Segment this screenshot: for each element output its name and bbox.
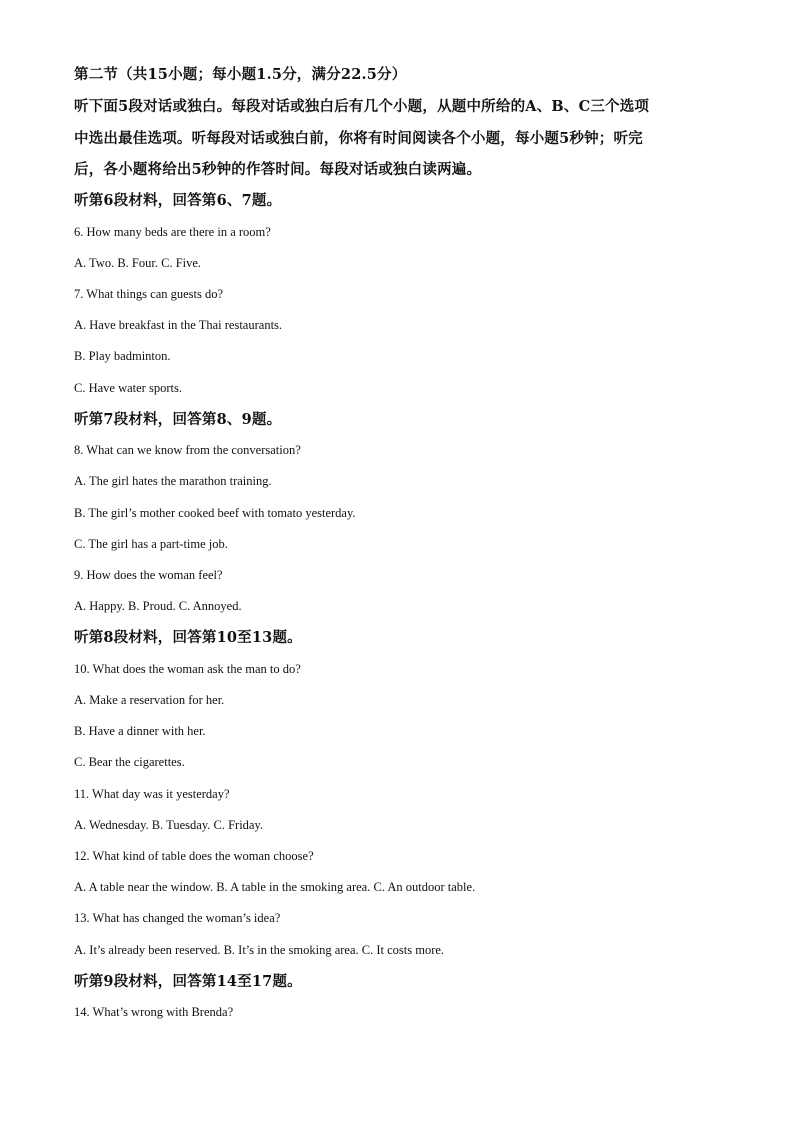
answer-option: C. The girl has a part-time job. [74, 537, 228, 551]
answer-option: A. Make a reservation for her. [74, 693, 225, 707]
answer-option: C. Have water sports. [74, 381, 182, 395]
question: 9. How does the woman feel? [74, 568, 223, 582]
instruction-line: 中选出最佳选项。听每段对话或独白前，你将有时间阅读各个小题，每小题5秒钟；听完 [74, 130, 643, 147]
answer-option: C. Bear the cigarettes. [74, 755, 185, 769]
question: 14. What’s wrong with Brenda? [74, 1005, 234, 1019]
passage-heading: 听第7段材料，回答第8、9题。 [74, 411, 282, 428]
answer-options: A. Happy. B. Proud. C. Annoyed. [74, 599, 242, 613]
answer-options: A. It’s already been reserved. B. It’s in the smoking area. C. It costs more. [74, 943, 445, 957]
answer-options: A. A table near the window. B. A table in the smoking area. C. An outdoor table. [74, 880, 476, 894]
answer-option: A. Have breakfast in the Thai restaurants. [74, 318, 283, 332]
passage-heading: 听第8段材料，回答第10至13题。 [74, 629, 302, 646]
answer-option: A. The girl hates the marathon training. [74, 474, 272, 488]
instruction-line: 听下面5段对话或独白。每段对话或独白后有几个小题，从题中所给的A、B、C三个选项 [74, 98, 650, 115]
question: 13. What has changed the woman’s idea? [74, 911, 281, 925]
instruction-line: 后，各小题将给出5秒钟的作答时间。每段对话或独白读两遍。 [74, 161, 482, 178]
answer-options: A. Two. B. Four. C. Five. [74, 256, 202, 270]
passage-heading: 听第6段材料，回答第6、7题。 [74, 192, 282, 209]
question: 11. What day was it yesterday? [74, 787, 230, 801]
passage-heading: 听第9段材料，回答第14至17题。 [74, 973, 302, 990]
section-header: 第二节（共15小题；每小题1.5分，满分22.5分） [74, 66, 407, 83]
answer-option: B. Have a dinner with her. [74, 724, 206, 738]
question: 10. What does the woman ask the man to do? [74, 662, 301, 676]
question: 6. How many beds are there in a room? [74, 225, 271, 239]
answer-option: B. The girl’s mother cooked beef with tomato yesterday. [74, 506, 356, 520]
question: 7. What things can guests do? [74, 287, 224, 301]
question: 8. What can we know from the conversation? [74, 443, 301, 457]
answer-option: B. Play badminton. [74, 349, 171, 363]
answer-options: A. Wednesday. B. Tuesday. C. Friday. [74, 818, 264, 832]
question: 12. What kind of table does the woman choose? [74, 849, 314, 863]
